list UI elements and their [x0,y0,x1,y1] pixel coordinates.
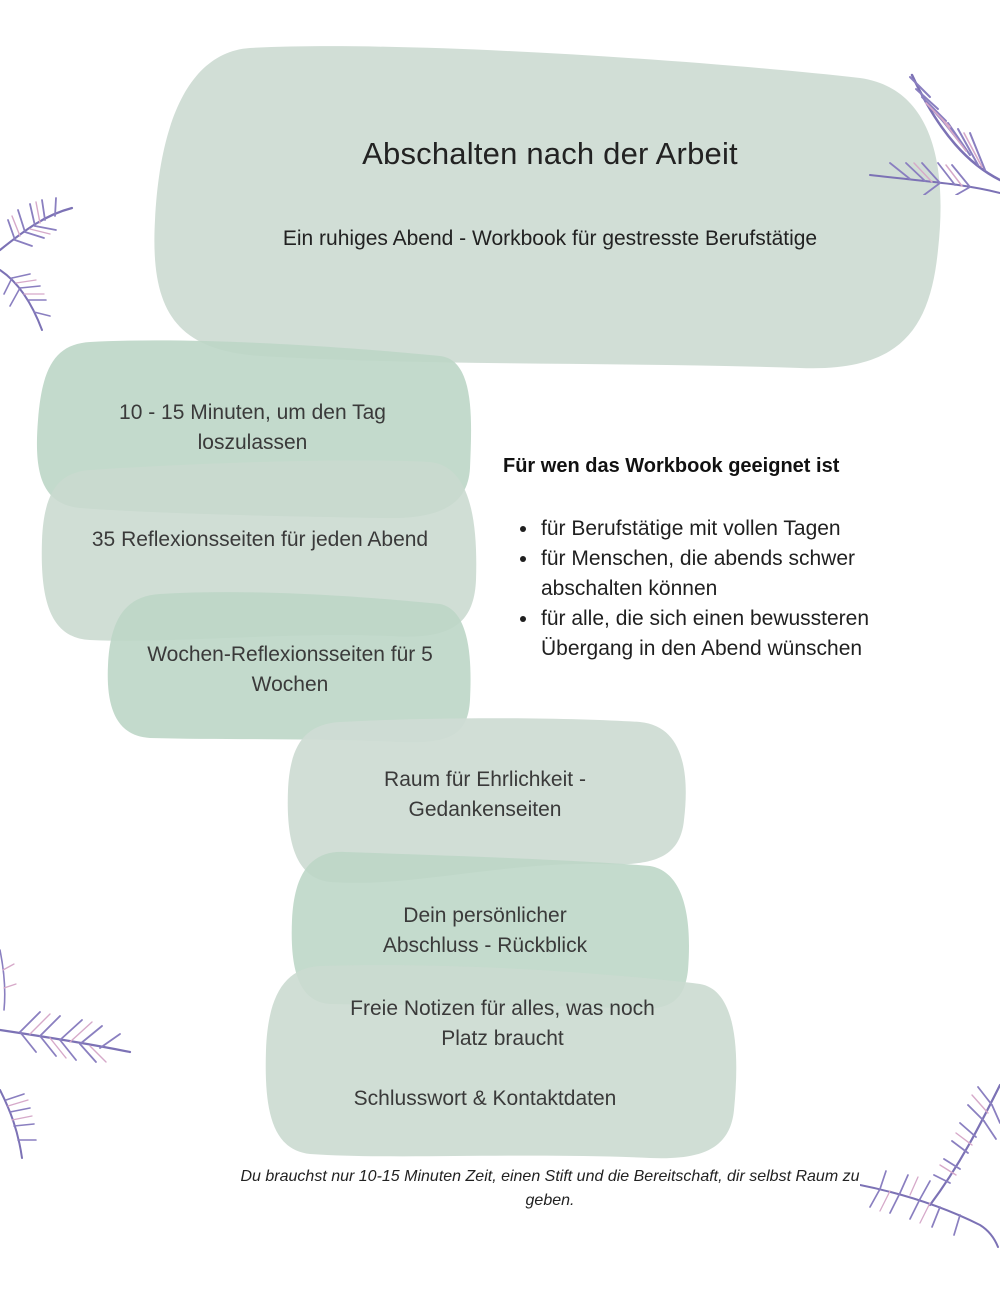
feature-item-reflection-pages: 35 Reflexionsseiten für jeden Abend [91,528,429,551]
header-blob [154,46,940,368]
page-subtitle: Ein ruhiges Abend - Workbook für gestresste Berufstätige [282,227,818,250]
leaf-branch-icon [860,15,1000,195]
leaf-branch-icon [0,940,135,1160]
feature-item-review: Dein persönlicher Abschluss - Rückblick [382,904,588,957]
feature-item-minutes: 10 - 15 Minuten, um den Tag loszulassen [119,401,386,454]
leaf-branch-icon [0,170,80,340]
feature-item-weekly-reflection: Wochen-Reflexionsseiten für 5 Wochen [147,643,433,696]
footer-note: Du brauchst nur 10-15 Minuten Zeit, einen Stift und die Bereitschaft, dir selbst Raum zu geben. [240,1168,860,1209]
list-item: • für alle, die sich einen bewussteren Übergang in den Abend wünschen [539,604,959,664]
list-item: • für Berufstätige mit vollen Tagen [539,514,959,544]
leaf-branch-icon [860,1065,1000,1255]
feature-item-honesty: Raum für Ehrlichkeit - Gedankenseiten [384,768,586,821]
feature-item-closing: Schlusswort & Kontaktdaten [353,1087,617,1110]
list-item: • für Menschen, die abends schwer abschalten können [539,544,959,604]
audience-list [515,514,959,664]
page-title: Abschalten nach der Arbeit [362,136,738,171]
audience-heading: Für wen das Workbook geeignet ist [503,455,840,477]
feature-item-notes: Freie Notizen für alles, was noch Platz braucht [350,997,655,1050]
